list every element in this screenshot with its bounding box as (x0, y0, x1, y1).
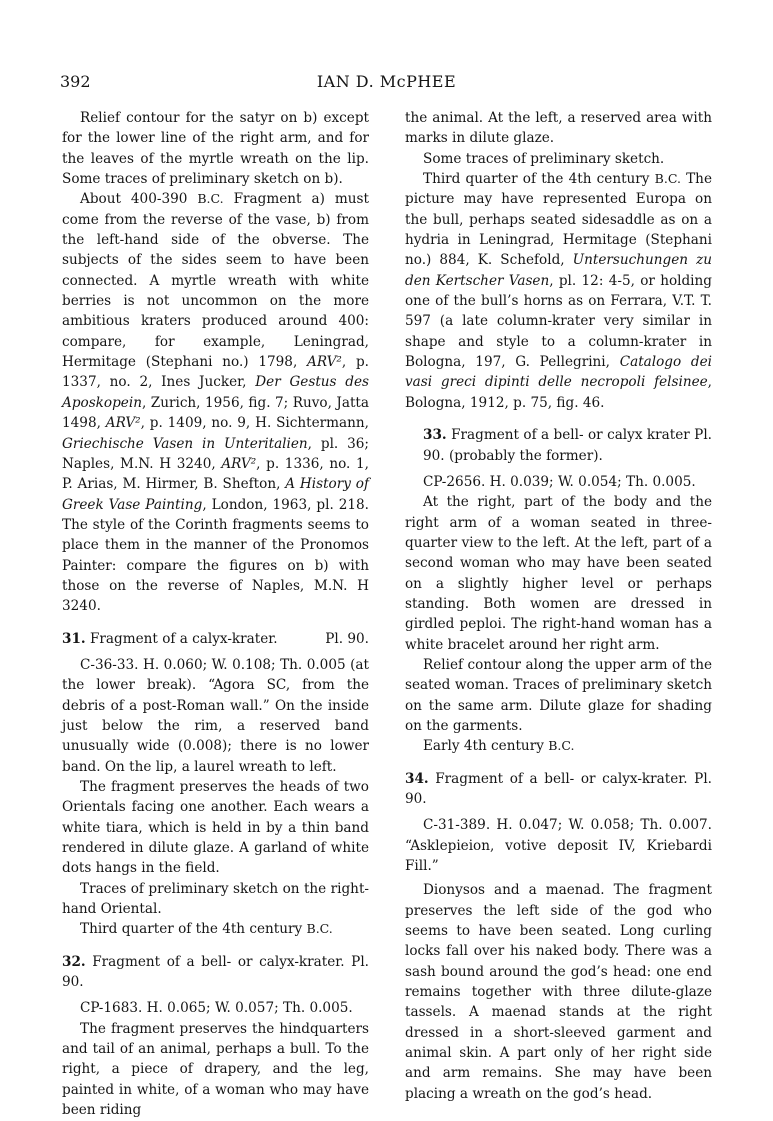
entry-heading-31: 31. Fragment of a calyx-krater. Pl. 90. (62, 630, 369, 647)
page-header (60, 72, 713, 92)
paragraph: Some traces of preliminary sketch. (423, 150, 665, 167)
entry-reference: CP-2656. H. 0.039; W. 0.054; Th. 0.005. (423, 473, 696, 490)
entry-heading-33: 33. Fragment of a bell- or calyx krater Pl. 90. (probably the former). (423, 427, 712, 464)
paragraph: Relief contour for the satyr on b) except for the lower line of the right arm, and for the leaves of the myrtle wreath on the lip. Some traces of preliminary sketch on b). (62, 110, 369, 188)
paragraph: Relief contour along the upper arm of the seated woman. Traces of preliminary sketch on the same arm. Dilute glaze for shading on the garments. (405, 656, 712, 734)
date-line: Early 4th century B.C. (423, 738, 575, 755)
entry-reference: C-31-389. H. 0.047; W. 0.058; Th. 0.007. “Asklepieion, votive deposit IV, Kriebardi Fill.” (405, 817, 712, 875)
right-column (405, 108, 712, 1104)
entry-reference: C-36-33. H. 0.060; W. 0.108; Th. 0.005 (at the lower break). “Agora SC, from the debris of a post-Roman wall.” On the inside just below the rim, a reserved band unusually wide (0.008); there is no lower band. On the lip, a laurel wreath to left. (62, 656, 369, 775)
paragraph: The fragment preserves the hindquarters and tail of an animal, perhaps a bull. To the right, a piece of drapery, and the leg, painted in white, of a woman who may have been riding (62, 1020, 369, 1119)
paragraph: At the right, part of the body and the right arm of a woman seated in three-quarter view to the left. At the left, part of a second woman who may have been seated on a slightly higher level or perhaps standing. Both women are dressed in girdled peploi. The right-hand woman has a white bracelet around her right arm. (405, 494, 712, 653)
paragraph: Traces of preliminary sketch on the right-hand Oriental. (62, 880, 369, 918)
paragraph: Third quarter of the 4th century B.C. The picture may have represented Europa on the bull, perhaps seated sidesaddle as on a hydria in Leningrad, Hermitage (Stephani no.) 884, K. Schefold, Untersuchungen zu den Kertscher Vasen, pl. 12: 4-5, or holding one of the bull’s horns as on Ferrara, V.T. T. 597 (a late column-krater very similar in shape and style to a column-krater in Bologna, 197, G. Pellegrini, Catalogo dei vasi greci dipinti delle necropoli felsinee, Bologna, 1912, p. 75, fig. 46. (405, 171, 712, 411)
entry-reference: CP-1683. H. 0.065; W. 0.057; Th. 0.005. (80, 1000, 353, 1017)
paragraph: Dionysos and a maenad. The fragment preserves the left side of the god who seems to have been seated. Long curling locks fall over his naked body. There was a sash bound around the god’s head: one end remains together with three dilute-glaze tassels. A maenad stands at the right dressed in a short-sleeved garment and animal skin. A part only of her right side and arm remains. She may have been placing a wreath on the god’s head. (405, 882, 712, 1102)
paragraph: The fragment preserves the heads of two Orientals facing one another. Each wears a white tiara, which is held in by a thin band rendered in dilute glaze. A garland of white dots hangs in the field. (62, 779, 369, 877)
date-line: Third quarter of the 4th century B.C. (80, 921, 333, 938)
paragraph: the animal. At the left, a reserved area with marks in dilute glaze. (405, 110, 712, 147)
entry-heading-34: 34. Fragment of a bell- or calyx-krater. Pl. 90. (405, 770, 712, 807)
entry-heading-32: 32. Fragment of a bell- or calyx-krater. Pl. 90. (62, 953, 369, 991)
paragraph: About 400-390 B.C. Fragment a) must come from the reverse of the vase, b) from the left-hand side of the obverse. The subjects of the sides seem to have been connected. A myrtle wreath with white berries is not uncommon on the more ambitious kraters produced around 400: compare, for example, Leningrad, Hermitage (Stephani no.) 1798, ARV², p. 1337, no. 2, Ines Jucker, Der Gestus des Aposkopein, Zurich, 1956, fig. 7; Ruvo, Jatta 1498, ARV², p. 1409, no. 9, H. Sichtermann, Griechische Vasen in Unteritalien, pl. 36; Naples, M.N. H 3240, ARV², p. 1336, no. 1, P. Arias, M. Hirmer, B. Shefton, A History of Greek Vase Painting, London, 1963, pl. 218. The style of the Corinth fragments seems to place them in the manner of the Pronomos Painter: compare the figures on b) with those on the reverse of Naples, M.N. H 3240. (62, 191, 369, 615)
page-number: 392 (60, 72, 91, 91)
left-column (62, 108, 369, 1121)
running-title: IAN D. McPHEE (316, 72, 457, 91)
